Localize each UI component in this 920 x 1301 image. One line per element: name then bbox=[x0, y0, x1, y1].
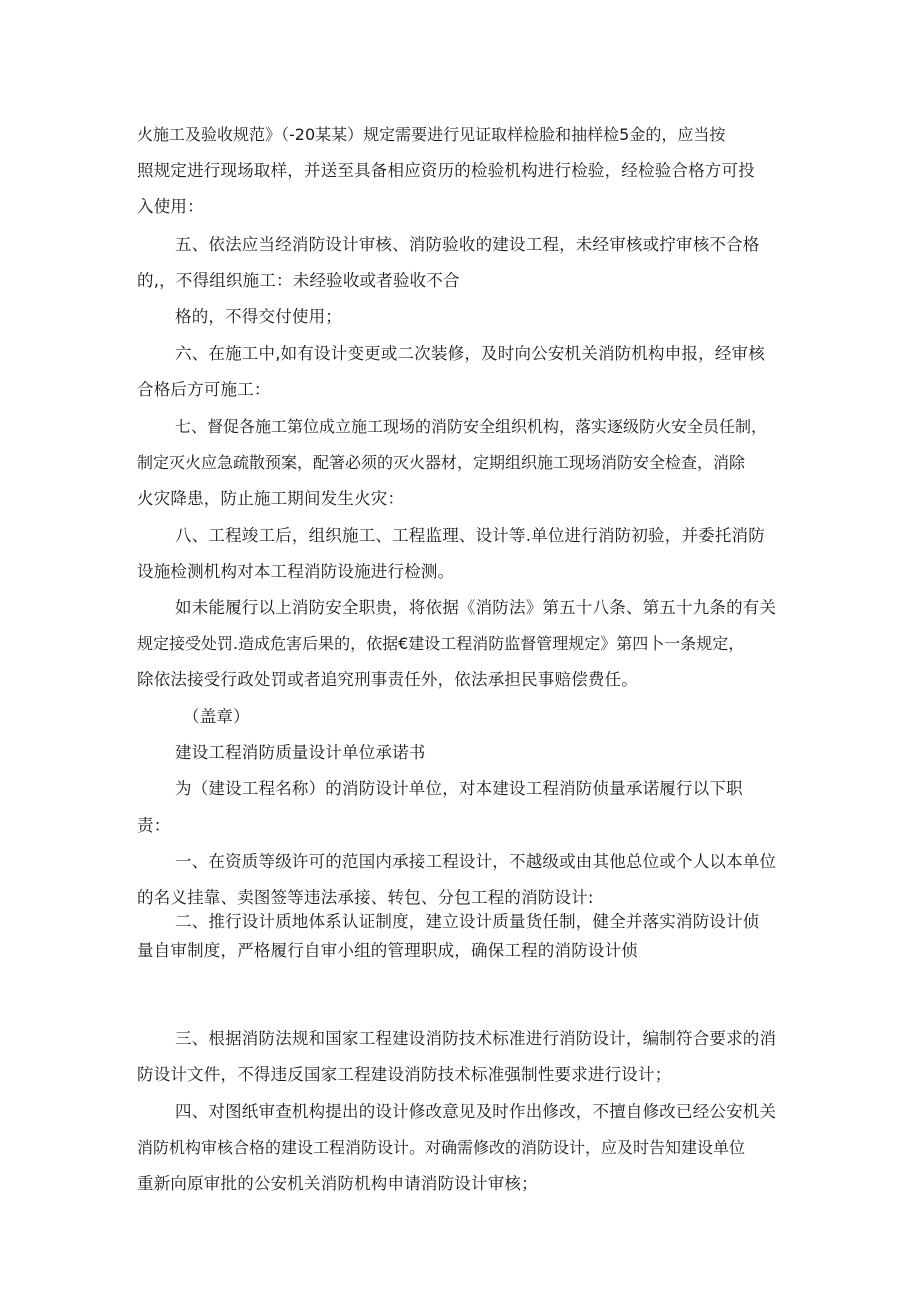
text-line: 为（建设工程名称）的消防设计单位，对本建设工程消防侦量承诺履行以下职 bbox=[175, 779, 743, 798]
text-line: 二、推行设计质地体系认证制度，建立设计质量货任制，健全并落实消防设计侦 bbox=[175, 912, 760, 931]
text-line: 八、工程竣工后，组织施工、工程监理、设计等.单位进行消防初验，并委托消防 bbox=[175, 526, 765, 545]
text-line: 重新向原审批的公安机关消防机构申请消防设计审核； bbox=[137, 1174, 538, 1193]
text-line: 四、对图纸审查机构提出的设计修改意见及时作出修改，不擅自修改已经公安机关 bbox=[175, 1102, 777, 1121]
text-line: 合格后方可施工： bbox=[137, 380, 271, 399]
text-line: 如未能履行以上消防安全职贵，将依据《消防法》第五十八条、第五十九条的有关 bbox=[175, 598, 777, 617]
text-line: 五、依法应当经消防设计审核、消防验收的建设工程，未经审核或拧审核不合格 bbox=[175, 235, 760, 254]
text-line: 六、在施工中,如有设计变更或二次装修，及时向公安机关消防机构申报，经审核 bbox=[175, 344, 765, 363]
stamp-label: （盖章） bbox=[183, 707, 250, 726]
text-line: 一、在资质等级许可的范国内承接工程设计，不越级或由其他总位或个人以本单位 bbox=[175, 852, 777, 871]
text-line: 入使用： bbox=[137, 197, 204, 216]
section-title: 建设工程消防质量设计单位承诺书 bbox=[175, 743, 426, 762]
text-line: 量自审制度，严格履行自审小组的管理职成，确保工程的消防设计侦 bbox=[137, 941, 638, 960]
text-line: 规定接受处罚.造成危害后果的，依据€建设工程消防监督管理规定》第四卜一条规定， bbox=[137, 634, 745, 653]
text-line: 的名义挂靠、卖图签等违法承接、转包、分包工程的消防设计: bbox=[137, 888, 594, 907]
text-line: 消防机构审核合格的建设工程消防设计。对确需修改的消防设计，应及时告知建设单位 bbox=[137, 1138, 746, 1157]
text-line: 的,，不得组织施工：未经验收或者验收不合 bbox=[137, 271, 460, 290]
text-line: 三、根据消防法规和国家工程建设消防技术标准进行消防设计，编制符合要求的消 bbox=[175, 1029, 777, 1048]
text-line: 制定灭火应急疏散预案，配箸必须的灭火器材，定期组织施工现场消防安全检查，消除 bbox=[137, 453, 746, 472]
text-line: 防设计文件，不得违反国家工程建设消防技术标准强制性要求进行设计； bbox=[137, 1065, 672, 1084]
text-line: 设施检测机构对本工程消防设施进行检测。 bbox=[137, 562, 455, 581]
text-line: 火施工及验收规范》（-20某某）规定需要进行见证取样检脸和抽样检5金的，应当按 bbox=[137, 125, 726, 144]
text-line: 格的，不得交付使用； bbox=[175, 307, 342, 326]
text-line: 除依法接受行政处罚或者追究刑事责任外，依法承担民事赔偿费任。 bbox=[137, 670, 638, 689]
text-line: 责： bbox=[137, 816, 171, 835]
text-line: 七、督促各施工第位成立施工现场的消防安全组织机构，落实逐级防火安全员任制， bbox=[175, 417, 768, 436]
text-line: 照规定进行现场取样，并送至具备相应资历的检验机构进行检验，经检验合格方可投 bbox=[137, 161, 755, 180]
text-line: 火灾降患，防止施工期间发生火灾： bbox=[137, 489, 405, 508]
